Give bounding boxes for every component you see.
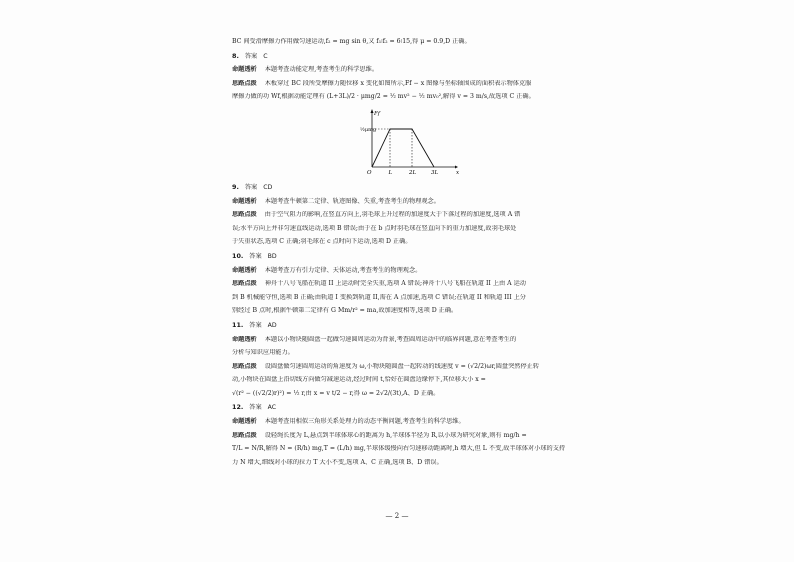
friction-curve [372,129,434,167]
answer-value: AC [267,404,277,412]
intent-text: 本题考查用相似三角形关系处理力的动态平衡问题,考查考生的科学思维。 [264,418,465,426]
origin-label: O [367,169,372,176]
question-12 [232,403,572,413]
intent-row [232,418,572,427]
answer-label: 答案 [249,404,262,412]
idea-label: 思路点拨 [232,280,257,288]
intent-text: 本题以小物块随圆盘一起做匀速圆周运动为背景,考查圆周运动中的临界问题,意在考查考生的 [264,335,517,343]
y-axis-label: Ff [374,110,380,117]
intent-label: 命题透析 [232,418,257,426]
idea-text-line: 摩擦力做的功 Wf,根据动能定理有 (L+3L)/2 · μmg/2 = ½ mv² − ½ mv₀²,解得 v = 3 m/s,故选项 C 正确。 [232,93,535,101]
idea-text-line: 于失重状态,选项 C 正确;羽毛球在 c 点时向下运动,选项 D 正确。 [232,238,412,246]
intent-text: 本题考查动能定理,考查考生的科学思维。 [264,66,379,74]
idea-row [232,80,572,102]
idea-text-line: √(r² − ((√2/2)r)²) = ½ r,由 x = v t/2 − r,得 ω = 2√2/(3t),A、D 正确。 [232,389,440,397]
x-tick-label: 3L [431,169,439,176]
answer-value: CD [263,183,273,191]
intent-row [232,267,572,276]
idea-row [232,280,572,316]
question-number: 11. [232,320,244,329]
question-number: 9. [232,182,239,191]
idea-label: 思路点拨 [232,211,257,219]
idea-text-line: 设圆盘做匀速圆周运动的角速度为 ω,小物块随圆盘一起转动的线速度 v = (√2/2)ωr,圆盘突然停止转 [264,362,540,370]
question-number: 12. [232,403,244,412]
idea-row [232,363,572,399]
question-number: 8. [232,51,239,60]
intent-row [232,198,572,207]
answer-label: 答案 [244,52,258,60]
x-tick-label: L [388,169,393,176]
answer-label: 答案 [249,321,262,329]
answer-label: 答案 [249,252,262,260]
question-number: 10. [232,251,244,260]
idea-text-line: 动,小物块在圆盘上沿切线方向做匀减速运动,经过时间 t,恰好在圆盘边缘停下,其位移大小 x = [232,376,486,384]
question-8 [232,52,572,62]
idea-text-line: 力 N 增大,细线对小球的拉力 T 大小不变,选项 A、C 正确,选项 B、D 错误。 [232,458,443,466]
x-axis-label: x [456,169,460,176]
intent-label: 命题透析 [232,197,257,205]
answer-value: AD [267,321,277,329]
idea-text-line: 别经过 B 点时,根据牛顿第二定律有 G Mm/r² = ma,故加速度相等,选项 D 正确。 [232,307,458,315]
idea-text-line: 误;水平方向上并非匀速直线运动,选项 B 错误;由于在 b 点时羽毛球在竖直向下的重力加速度,故羽毛球处 [232,224,517,232]
idea-row [232,432,572,468]
intent-label: 命题透析 [232,335,257,343]
idea-row [232,211,572,247]
page-number: — 2 — [385,512,409,520]
intent-text: 本题考查牛顿第二定律、轨迹图像、失重,考查考生的物理观念。 [264,197,440,205]
question-10 [232,252,572,262]
answer-value: C [263,52,268,60]
idea-label: 思路点拨 [232,79,257,87]
idea-text-line: 到 B 机械能守恒,选项 B 正确;由轨道 I 变换到轨道 II,需在 A 点加速,选项 C 错误;在轨道 II 和轨道 III 上分 [232,293,526,301]
x-tick-label: 2L [409,169,417,176]
idea-text-line: 设轻绳长度为 L,悬点到半球体球心的距离为 h,半球体半径为 R,以小球为研究对象,则有 mg/h = [264,431,527,439]
idea-label: 思路点拨 [232,362,257,370]
continuation-line: BC 间受滑摩擦力作用做匀速运动,f₂ = mg sin θ,又 f₁∶f₂ = 6∶15,得 μ = 0.9,D 正确。 [232,38,471,45]
intent-label: 命题透析 [232,266,257,274]
y-value-label: ½μmg [360,126,377,133]
intent-text: 本题考查万有引力定律、天体运动,考查考生的物理观念。 [264,266,422,274]
intent-label: 命题透析 [232,66,257,74]
question-9 [232,183,572,193]
answer-value: BD [267,252,277,260]
question-11 [232,321,572,331]
idea-text-line: 由于空气阻力的影响,在竖直方向上,羽毛球上升过程的加速度大于下落过程的加速度,选项 A 错 [264,211,521,219]
intent-text: 分析与知识应用能力。 [232,349,294,357]
idea-text-line: 神舟十八号飞船在轨道 II 上运动时完全失重,选项 A 错误;神舟十八号飞船在轨道 II 上由 A 运动 [264,280,526,288]
idea-label: 思路点拨 [232,431,257,439]
answer-label: 答案 [244,183,258,191]
answer-content [232,38,572,472]
x-axis-arrow [455,165,458,168]
idea-text-line: T/L = N/R,解得 N = (R/h) mg,T = (L/h) mg,半球体缓慢向右匀速移动距离时,h 增大,但 L 不变,故半球体对小球的支持 [232,445,566,453]
idea-text-line: 木板穿过 BC 段所受摩擦力随位移 x 变化如图所示,Ff − x 图像与坐标轴围成的面积表示物体克服 [264,79,532,87]
friction-displacement-figure [360,107,460,177]
intent-row [232,336,572,358]
friction-graph [360,107,460,177]
intent-row [232,66,572,75]
